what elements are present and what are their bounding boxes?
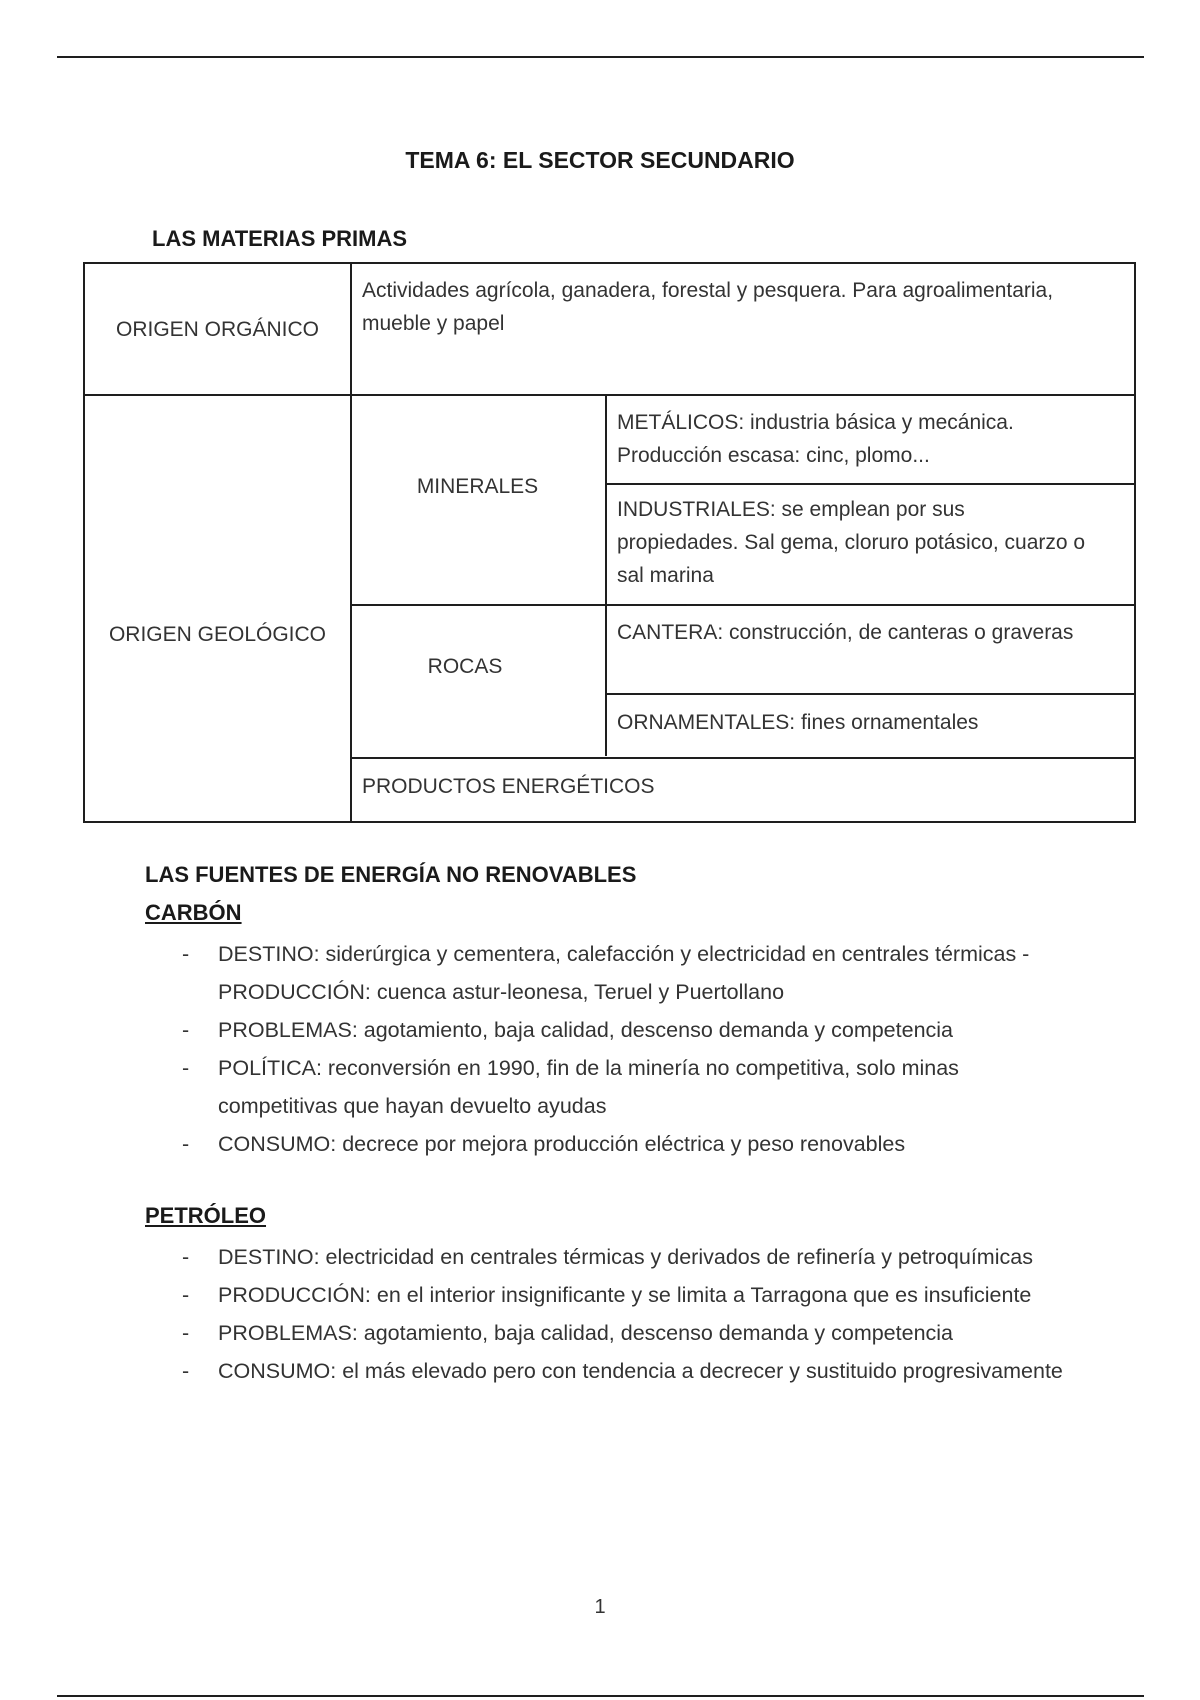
origen-organico-label: ORIGEN ORGÁNICO [115, 317, 320, 341]
petroleo-list [180, 1238, 1080, 1390]
cell-metalicos: METÁLICOS: industria básica y mecánica. Producción escasa: cinc, plomo... [617, 411, 1014, 467]
cell-cantera: CANTERA: construcción, de canteras o graveras [617, 621, 1074, 644]
footer-rule [57, 1695, 1144, 1697]
table-divider-col2 [605, 394, 607, 756]
cell-origen-geologico [95, 394, 340, 821]
heading-materias-primas: LAS MATERIAS PRIMAS [152, 226, 408, 251]
minerales-label: MINERALES [416, 475, 539, 498]
page-title: TEMA 6: EL SECTOR SECUNDARIO [405, 147, 795, 173]
subheading-petroleo: PETRÓLEO [145, 1203, 267, 1228]
list-item: - POLÍTICA: reconversión en 1990, fin de la minería no competitiva, solo minas competitivas que hayan devuelto ayudas [180, 1049, 1080, 1125]
cell-rocas [350, 604, 605, 729]
list-item: - DESTINO: siderúrgica y cementera, calefacción y electricidad en centrales térmicas -PRODUCCIÓN: cuenca astur-leonesa, Teruel y Puertollano [180, 935, 1080, 1011]
list-item: - CONSUMO: decrece por mejora producción eléctrica y peso renovables [180, 1125, 1080, 1163]
cell-origen-organico [85, 264, 350, 394]
subheading-carbon: CARBÓN [145, 900, 242, 925]
page-number: 1 [594, 1596, 606, 1618]
cell-minerales [350, 394, 605, 579]
list-item: - PROBLEMAS: agotamiento, baja calidad, descenso demanda y competencia [180, 1011, 1080, 1049]
origen-geologico-label: ORIGEN GEOLÓGICO [108, 623, 327, 646]
list-item: - PRODUCCIÓN: en el interior insignificante y se limita a Tarragona que es insuficiente [180, 1276, 1080, 1314]
header-rule [57, 56, 1144, 58]
table-divider-productos [350, 757, 1134, 759]
cell-industriales: INDUSTRIALES: se emplean por sus propiedades. Sal gema, cloruro potásico, cuarzo o sal marina [617, 498, 1086, 587]
table-divider-metalicos [605, 483, 1134, 485]
table-divider-cantera [605, 693, 1134, 695]
cell-productos-energeticos: PRODUCTOS ENERGÉTICOS [362, 775, 655, 798]
cell-origen-organico-description: Actividades agrícola, ganadera, forestal y pesquera. Para agroalimentaria, mueble y papel [362, 279, 1054, 335]
list-item: - CONSUMO: el más elevado pero con tendencia a decrecer y sustituido progresivamente [180, 1352, 1080, 1390]
materias-primas-table [83, 262, 1136, 823]
carbon-list [180, 935, 1080, 1163]
list-item: - PROBLEMAS: agotamiento, baja calidad, descenso demanda y competencia [180, 1314, 1080, 1352]
rocas-label: ROCAS [427, 655, 503, 678]
heading-fuentes-energia: LAS FUENTES DE ENERGÍA NO RENOVABLES [145, 862, 637, 887]
cell-ornamentales: ORNAMENTALES: fines ornamentales [617, 711, 979, 734]
list-item: - DESTINO: electricidad en centrales térmicas y derivados de refinería y petroquímicas [180, 1238, 1080, 1276]
